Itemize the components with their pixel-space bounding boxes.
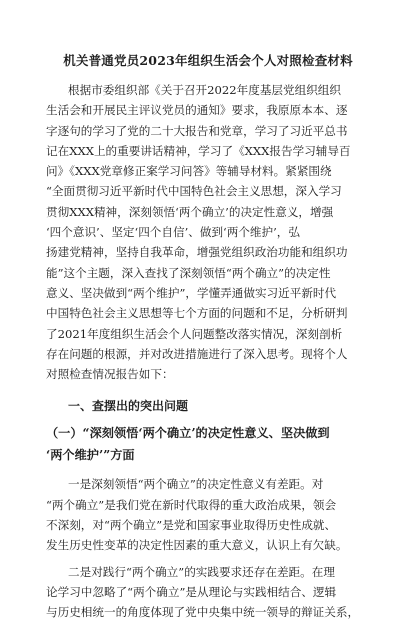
intro-paragraph [46, 80, 370, 384]
intro-line: 生活会和开展民主评议党员的通知》要求，我原原本本、逐 [46, 103, 348, 118]
intro-line: 根据市委组织部《关于召开2022年度基层党组织组织 [68, 83, 341, 97]
intro-line: 能”这个主题，深入查找了深刻领悟“两个确立”的决定性 [46, 265, 331, 280]
body-line: 论学习中忽略了“两个确立”是从理论与实践相结合、逻辑 [46, 584, 337, 599]
intro-line: 问》《XXX党章修正案学习问答》等辅导材料。紧紧围绕 [46, 164, 332, 179]
intro-line: ‘四个意识’、坚定‘四个自信’、做到‘两个维护’，弘 [46, 225, 300, 240]
body-line: 二是对践行“两个确立”的实践要求还存在差距。在理 [68, 564, 335, 579]
body-line: “两个确立”是我们党在新时代取得的重大政治成果，领会 [46, 497, 337, 512]
intro-line: 中国特色社会主义思想等七个方面的问题和不足，分析研判 [46, 306, 348, 321]
intro-line: 存在问题的根源，并对改进措施进行了深入思考。现将个人 [46, 346, 348, 361]
subsection-heading [46, 422, 370, 466]
body-paragraph [46, 562, 370, 623]
body-line: 一是深刻领悟“两个确立”的决定性意义有差距。对 [68, 477, 324, 492]
intro-line: 字逐句的学习了党的二十大报告和党章，学习了习近平总书 [46, 123, 348, 138]
section-heading: 一、查摆出的突出问题 [68, 399, 189, 414]
body-line: 与历史相统一的角度体现了党中央集中统一领导的辩证关系， [46, 605, 360, 620]
intro-line: 记在XXX上的重要讲话精神，学习了《XXX报告学习辅导百 [46, 143, 351, 158]
body-line: 不深刻，对“两个确立”是党和国家事业取得历史性成就、 [46, 518, 337, 533]
intro-line: “全面贯彻习近平新时代中国特色社会主义思想，深入学习 [46, 184, 342, 199]
subsection-heading-line: ‘两个维护’”方面 [46, 448, 135, 463]
intro-line: 贯彻XXX精神，深刻领悟‘两个确立’的决定性意义，增强 [46, 204, 334, 219]
subsection-heading-line: （一）“深刻领悟‘两个确立’的决定性意义、坚决做到 [46, 426, 330, 441]
document-title: 机关普通党员2023年组织生活会个人对照检查材料 [63, 53, 353, 68]
intro-line: 对照检查情况报告如下： [46, 367, 174, 382]
intro-line: 扬建党精神，坚持自我革命，增强党组织政治功能和组织功 [46, 245, 348, 260]
body-paragraph [46, 474, 370, 555]
intro-line: 了2021年度组织生活会个人问题整改落实情况，深刻剖析 [46, 326, 343, 341]
intro-line: 意义、坚决做到“两个维护”，学懂弄通做实习近平新时代 [46, 285, 337, 300]
body-line: 发生历史性变革的决定性因素的重大意义，认识上有欠缺。 [46, 538, 348, 553]
